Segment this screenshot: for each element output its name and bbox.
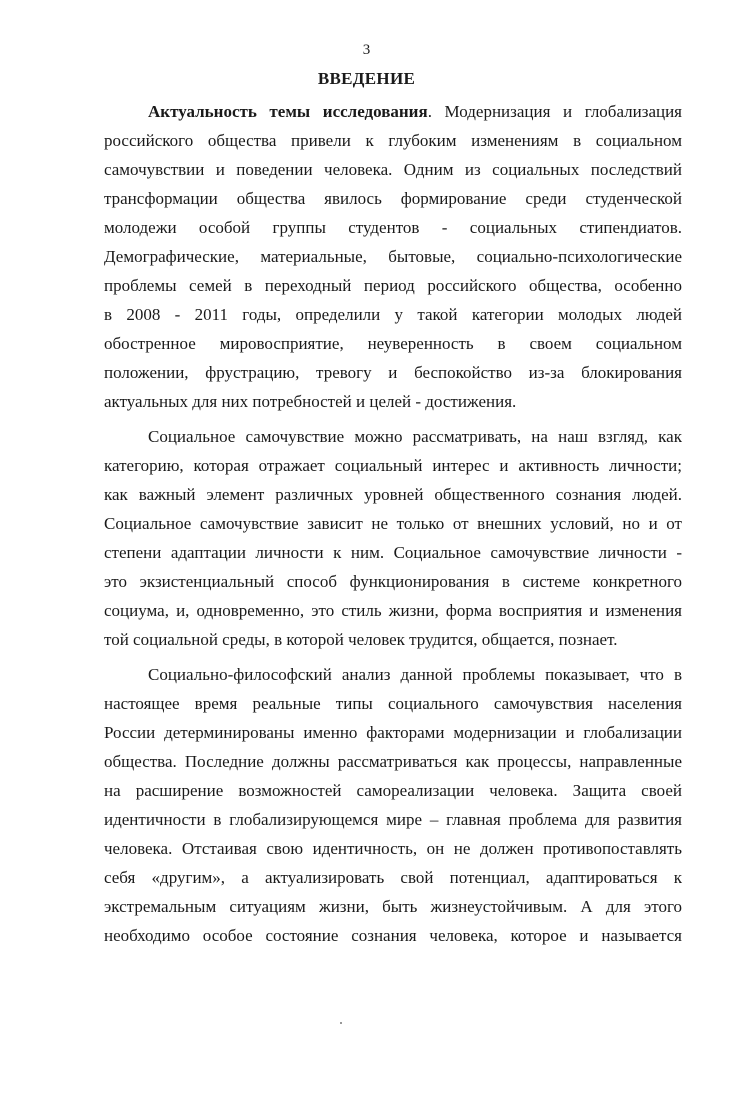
text-line: человека. Отстаивая свою идентичность, он не должен противопоставлять	[104, 839, 682, 858]
page-number: 3	[362, 42, 371, 58]
paragraph-relevance	[104, 97, 682, 416]
text-line: Социальное самочувствие зависит не только от внешних условий, но и от	[104, 514, 682, 533]
text-line: себя «другим», а актуализировать свой потенциал, адаптироваться к	[104, 868, 682, 887]
scan-speck	[340, 1022, 342, 1024]
text-line	[104, 97, 682, 126]
text-line: положении, фрустрацию, тревогу и беспокойство из-за блокирования	[104, 363, 682, 382]
text-line: это экзистенциальный способ функционирования в системе конкретного	[104, 572, 682, 591]
text-line: Социально-философский анализ данной проблемы показывает, что в	[148, 665, 682, 684]
relevance-lead: Актуальность темы исследования	[148, 102, 428, 121]
text-line: экстремальным ситуациям жизни, быть жизнеустойчивым. А для этого	[104, 897, 682, 916]
text-line: той социальной среды, в которой человек трудится, общается, познает.	[104, 630, 618, 649]
text-line: категорию, которая отражает социальный интерес и активность личности;	[104, 456, 682, 475]
text-line: общества. Последние должны рассматриваться как процессы, направленные	[104, 752, 682, 771]
page-title: ВВЕДЕНИЕ	[317, 69, 416, 88]
paragraph-philosophical-analysis	[104, 660, 682, 950]
document-body	[104, 97, 682, 950]
text-line: России детерминированы именно факторами модернизации и глобализации	[104, 723, 682, 742]
text-line: обостренное мировосприятие, неуверенность в своем социальном	[104, 334, 682, 353]
paragraph-social-wellbeing	[104, 422, 682, 654]
text-line: Демографические, материальные, бытовые, социально-психологические	[104, 247, 682, 266]
text-run: . Модернизация и глобализация	[427, 102, 683, 121]
text-line: молодежи особой группы студентов - социальных стипендиатов.	[104, 218, 682, 237]
text-line: в 2008 - 2011 годы, определили у такой категории молодых людей	[104, 305, 682, 324]
text-line: актуальных для них потребностей и целей - достижения.	[104, 392, 517, 411]
text-line: настоящее время реальные типы социального самочувствия населения	[104, 694, 682, 713]
text-line: на расширение возможностей самореализации человека. Защита своей	[104, 781, 682, 800]
text-line: трансформации общества явилось формирование среди студенческой	[104, 189, 682, 208]
text-line: необходимо особое состояние сознания человека, которое и называется	[104, 926, 682, 945]
text-line: идентичности в глобализирующемся мире – главная проблема для развития	[104, 810, 682, 829]
text-line: социума, и, одновременно, это стиль жизни, форма восприятия и изменения	[104, 601, 682, 620]
text-line: Социальное самочувствие можно рассматривать, на наш взгляд, как	[148, 427, 682, 446]
text-line: российского общества привели к глубоким изменениям в социальном	[104, 131, 682, 150]
text-line: как важный элемент различных уровней общественного сознания людей.	[104, 485, 682, 504]
text-line: проблемы семей в переходный период российского общества, особенно	[104, 276, 682, 295]
text-line: самочувствии и поведении человека. Одним из социальных последствий	[104, 160, 682, 179]
text-line: степени адаптации личности к ним. Социальное самочувствие личности -	[104, 543, 682, 562]
